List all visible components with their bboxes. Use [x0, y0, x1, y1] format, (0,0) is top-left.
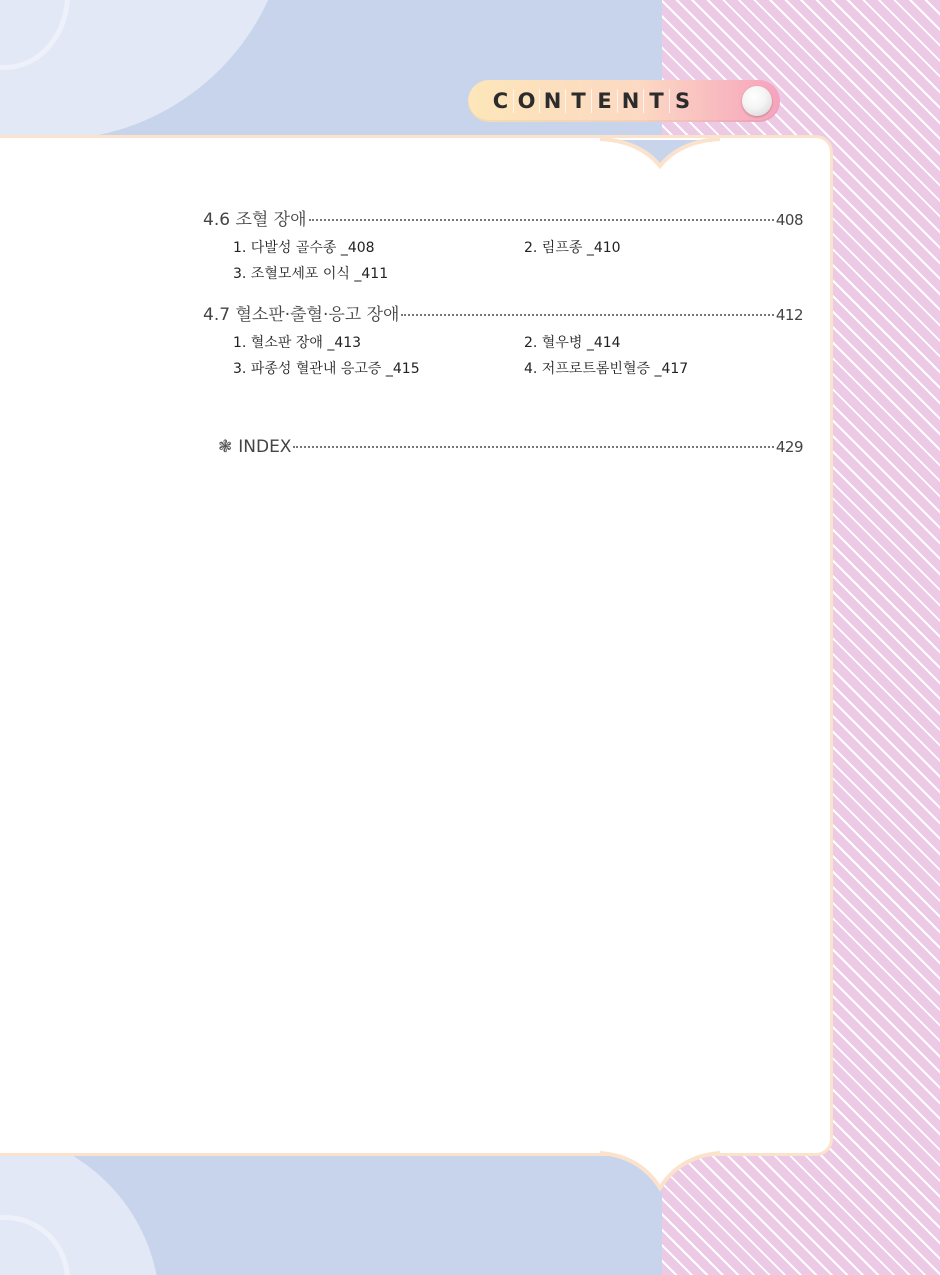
flower-icon: ❃: [218, 437, 233, 457]
contents-letter: N: [617, 89, 643, 113]
toc-section-4-7[interactable]: [203, 300, 803, 325]
contents-letter: T: [565, 89, 591, 113]
index-page-number: 429: [775, 438, 803, 456]
section-page-number: 412: [775, 306, 803, 324]
dot-leader: [401, 314, 773, 316]
dot-leader: [309, 219, 774, 221]
contents-letter: C: [492, 89, 509, 113]
toc-item[interactable]: 3. 파종성 혈관내 응고증 _415: [233, 361, 420, 377]
toc-index[interactable]: [218, 437, 803, 457]
contents-letter: T: [643, 89, 669, 113]
toc-item[interactable]: 2. 림프종 _410: [524, 240, 621, 256]
section-title: 4.7 혈소판·출혈·응고 장애: [203, 305, 400, 325]
section-page-number: 408: [775, 211, 803, 229]
toc-section-4-6[interactable]: [203, 205, 803, 230]
toc-item[interactable]: 2. 혈우병 _414: [524, 335, 621, 351]
contents-letter: S: [669, 89, 695, 113]
toc-item[interactable]: 3. 조혈모세포 이식 _411: [233, 266, 389, 282]
toc-item[interactable]: 4. 저프로트롬빈혈증 _417: [524, 361, 689, 377]
contents-letter: N: [539, 89, 565, 113]
section-title: 4.6 조혈 장애: [203, 210, 307, 230]
toc-item[interactable]: 1. 혈소판 장애 _413: [233, 335, 362, 351]
contents-letter: O: [513, 89, 539, 113]
dot-leader: [293, 446, 773, 448]
toc-item[interactable]: 1. 다발성 골수종 _408: [233, 240, 375, 256]
index-label: INDEX: [238, 437, 292, 457]
contents-letter: E: [591, 89, 617, 113]
